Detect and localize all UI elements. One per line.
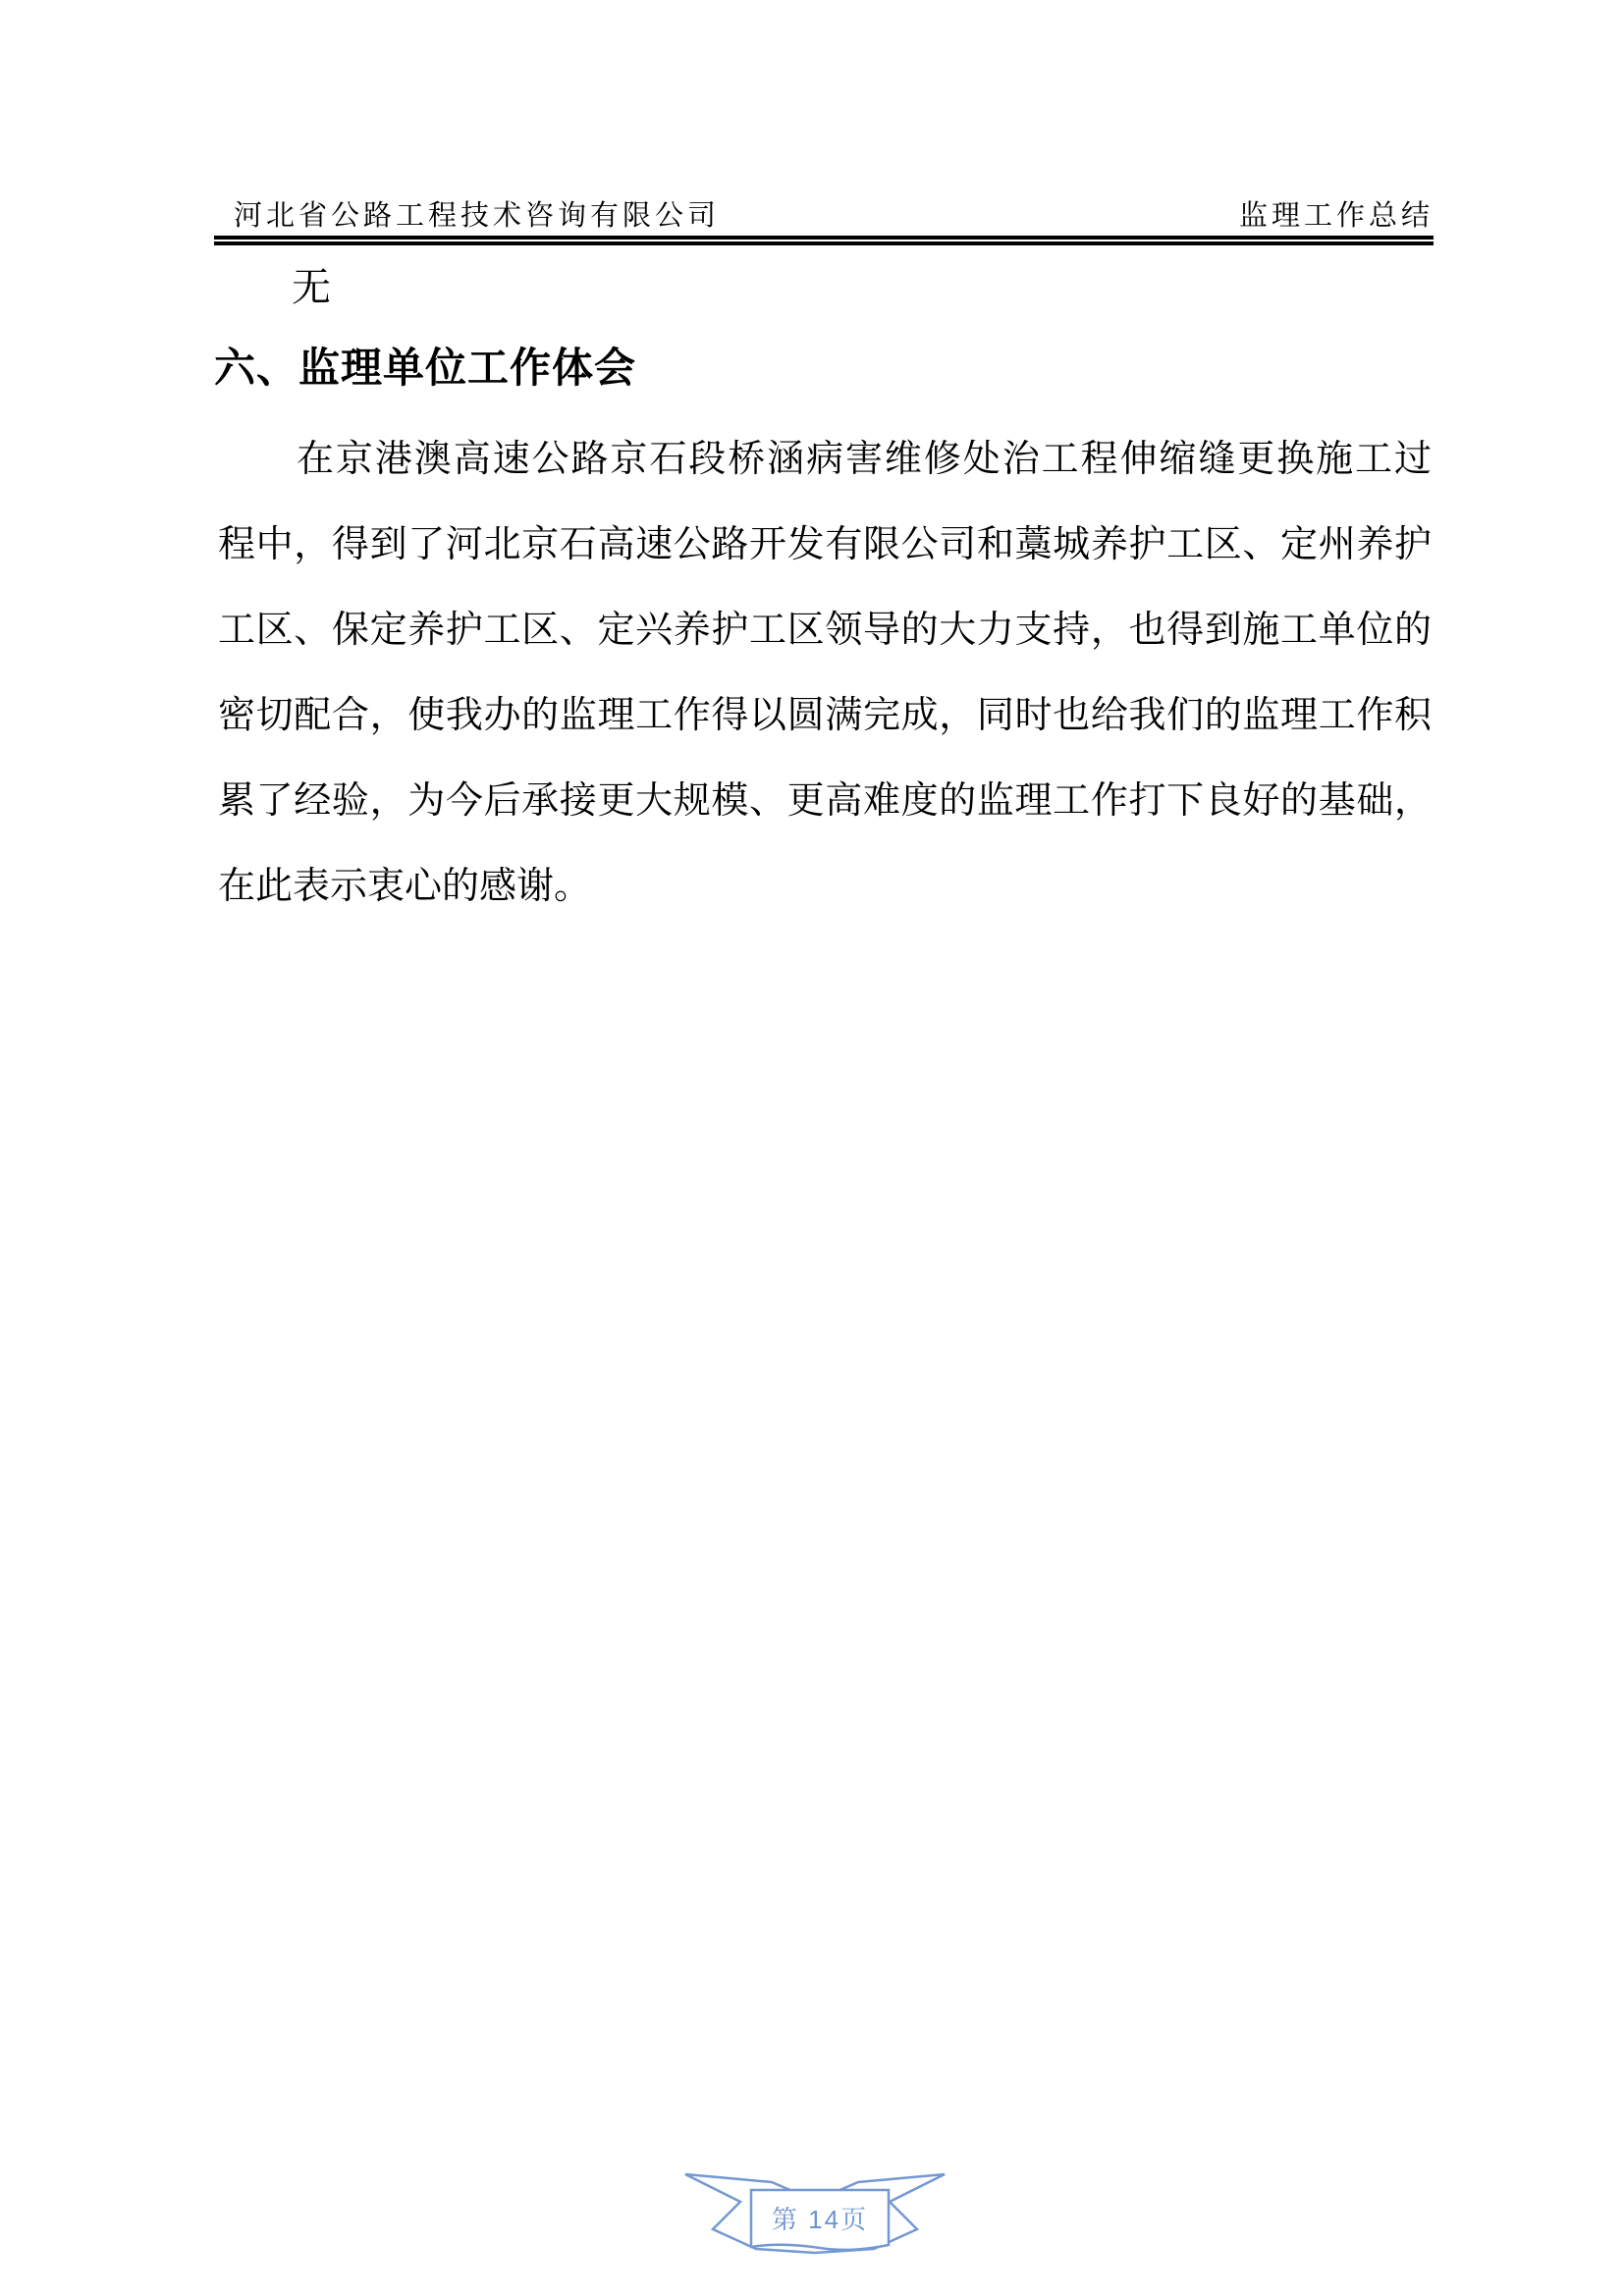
header-doc-title: 监理工作总结: [1238, 200, 1434, 232]
paragraph-line: 工区、保定养护工区、定兴养护工区领导的大力支持，也得到施工单位的: [218, 610, 1432, 651]
header-double-rule: [214, 236, 1434, 245]
body-paragraph: [218, 417, 1432, 930]
page-number-ribbon: [677, 2170, 952, 2257]
none-placeholder-text: 无: [292, 265, 331, 309]
paragraph-line: 在此表示衷心的感谢。: [218, 866, 592, 907]
section-heading: 六、监理单位工作体会: [214, 345, 637, 391]
paragraph-line: 累了经验，为今后承接更大规模、更高难度的监理工作打下良好的基础，: [218, 780, 1432, 822]
paragraph-line: 密切配合，使我办的监理工作得以圆满完成，同时也给我们的监理工作积: [218, 695, 1432, 736]
paragraph-line: 程中，得到了河北京石高速公路开发有限公司和藁城养护工区、定州养护: [218, 524, 1432, 565]
page-number: 第 14页: [771, 2204, 869, 2234]
page-header: [214, 193, 1434, 234]
header-company-name: 河北省公路工程技术咨询有限公司: [234, 200, 721, 232]
paragraph-line: 在京港澳高速公路京石段桥涵病害维修处治工程伸缩缝更换施工过: [297, 439, 1432, 480]
